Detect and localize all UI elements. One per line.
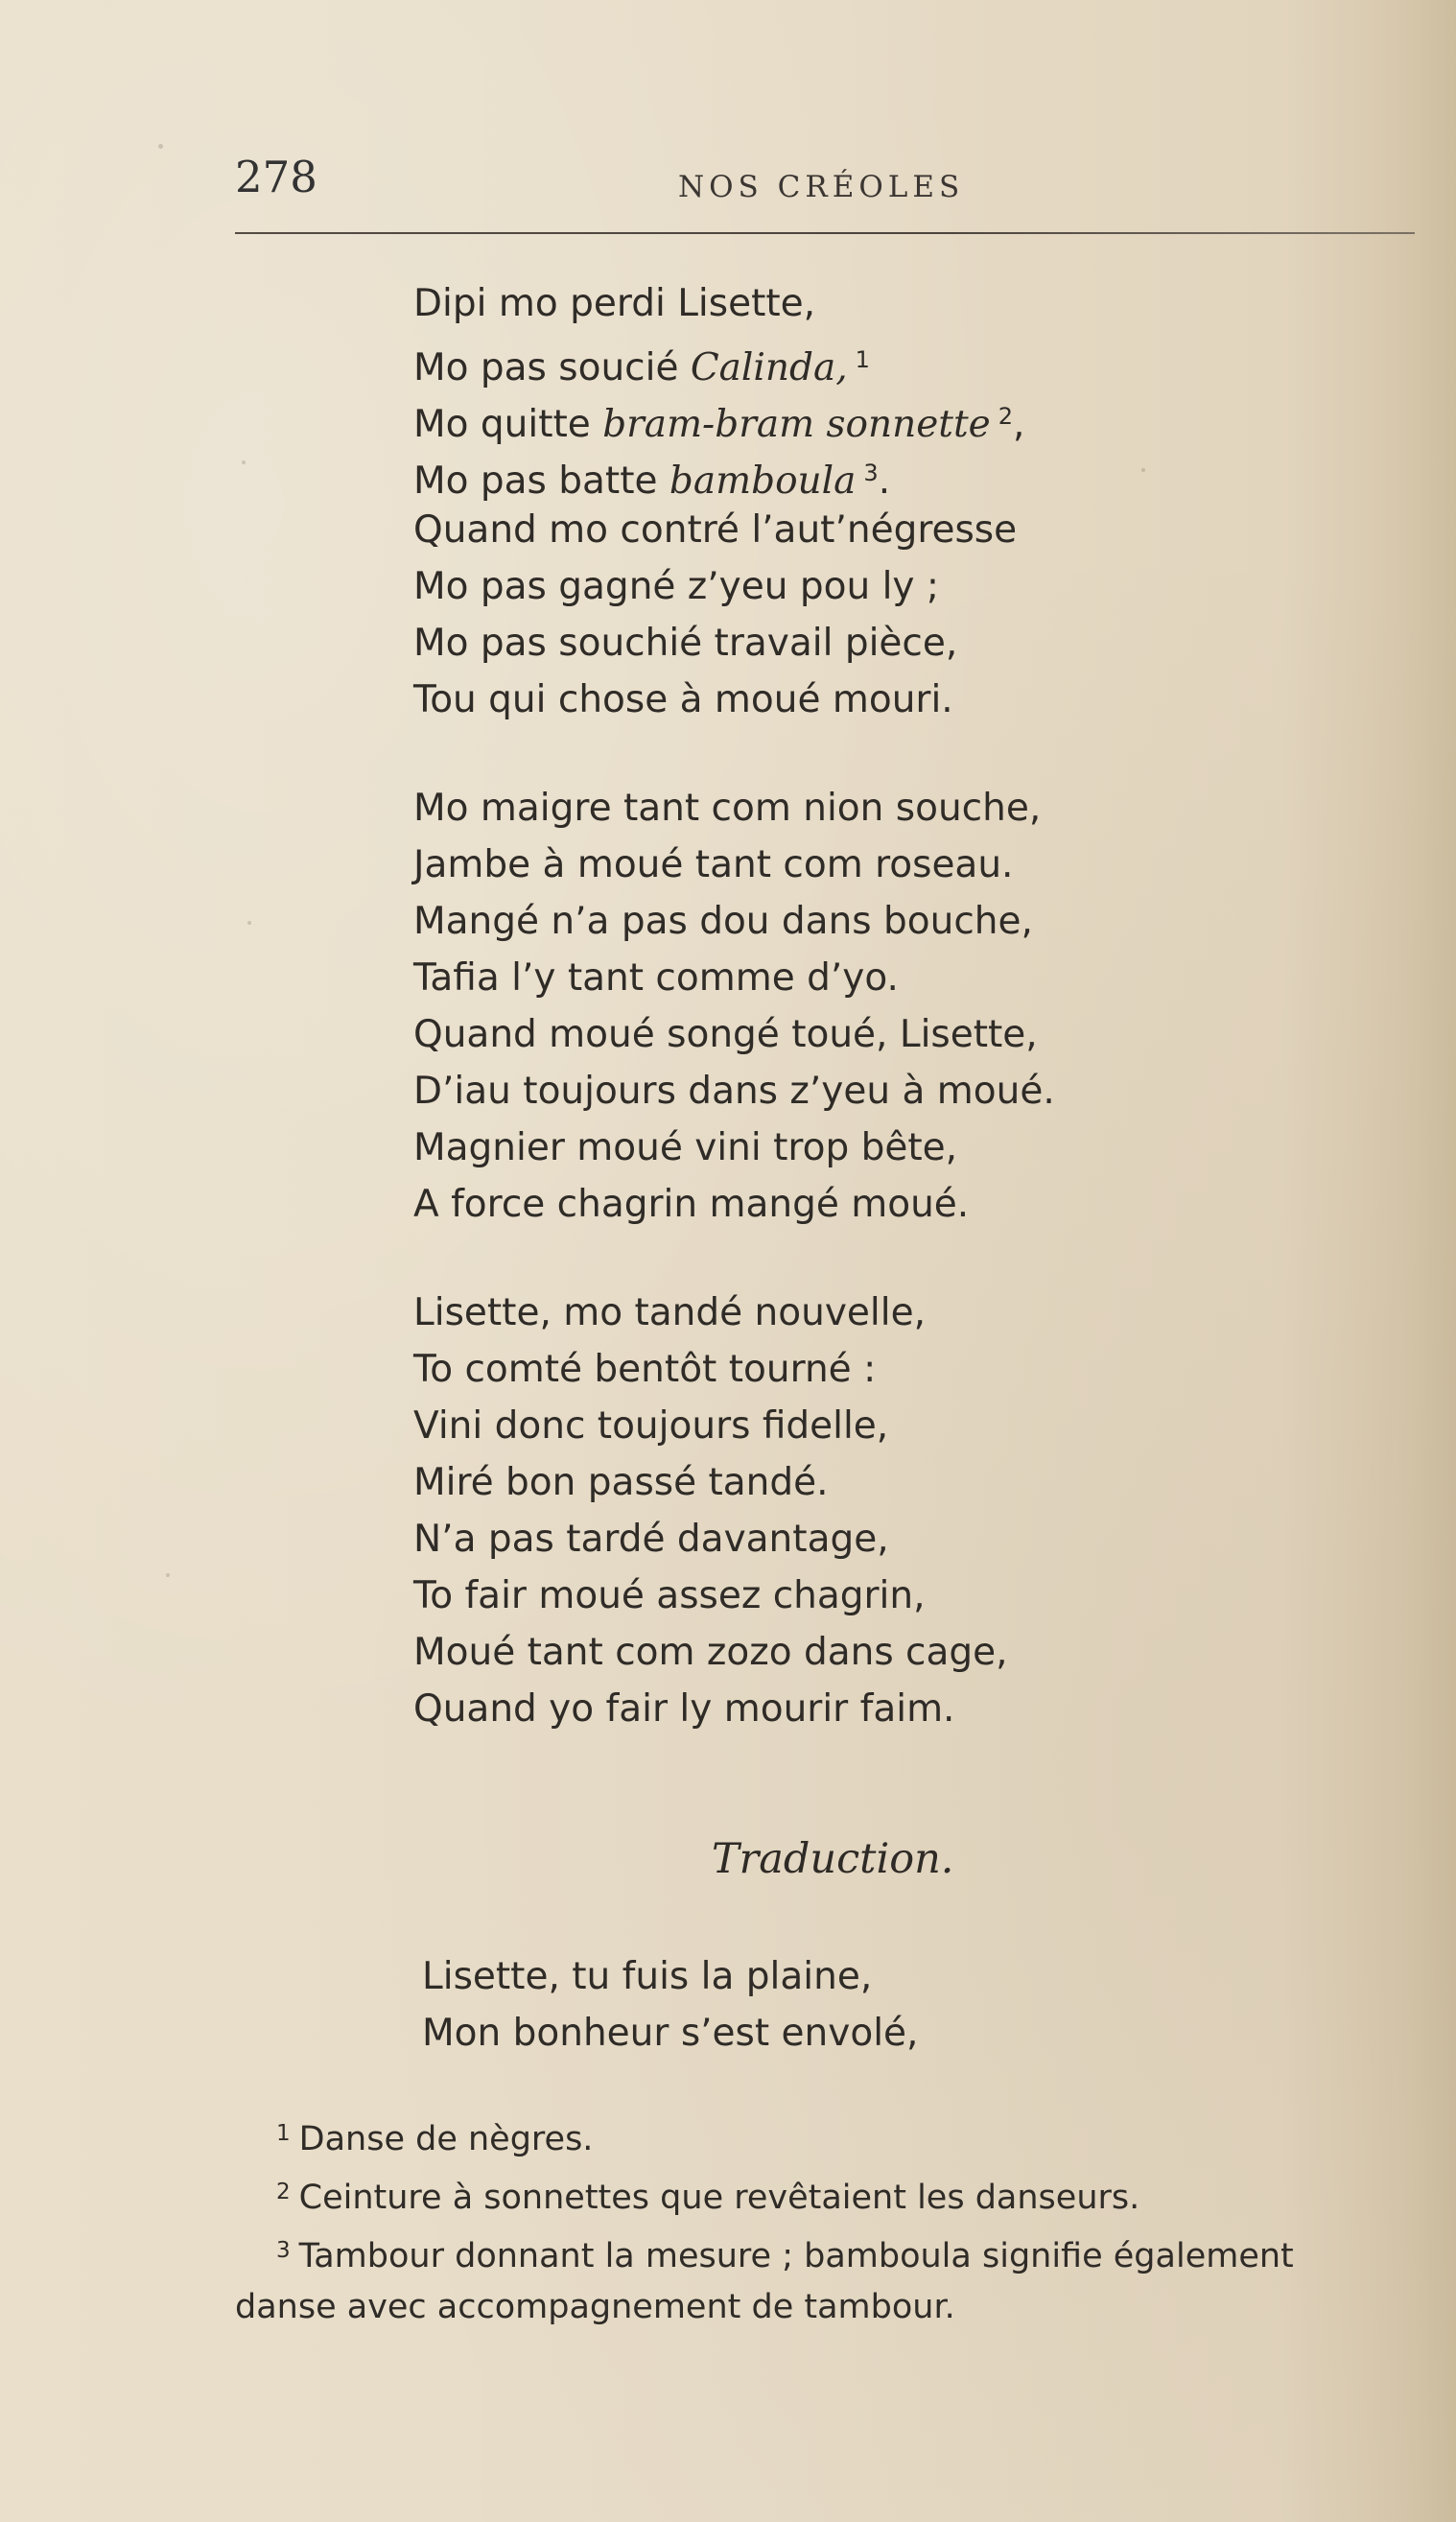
italic-term: bram-bram sonnette bbox=[602, 403, 991, 446]
poem-line-text: Mo pas batte bbox=[413, 460, 669, 503]
poem-line: D’iau toujours dans z’yeu à moué. bbox=[413, 1070, 1055, 1113]
poem-line: Tafia l’y tant comme d’yo. bbox=[413, 956, 899, 1000]
poem-line bbox=[413, 389, 1277, 445]
poem-line: To fair moué assez chagrin, bbox=[413, 1574, 926, 1617]
footnote-text: Tambour donnant la mesure ; bamboula signifie également bbox=[298, 2237, 1294, 2275]
poem-line: Jambe à moué tant com roseau. bbox=[413, 843, 1014, 886]
poem-line-punctuation: . bbox=[878, 460, 891, 503]
paper-speck bbox=[247, 921, 251, 925]
footnote-reference: 2 bbox=[998, 403, 1013, 430]
paper-speck bbox=[166, 1573, 170, 1577]
poem-line: Magnier moué vini trop bête, bbox=[413, 1126, 958, 1169]
poem-line: Mo pas gagné z’yeu pou ly ; bbox=[413, 565, 940, 608]
footnote-reference: 1 bbox=[855, 346, 870, 373]
poem-line-punctuation: , bbox=[1012, 403, 1025, 446]
poem-line: Mo pas souchié travail pièce, bbox=[413, 622, 958, 665]
footnote bbox=[235, 2166, 1415, 2225]
running-head: NOS CRÉOLES bbox=[678, 170, 965, 204]
translation-title: Traduction. bbox=[712, 1835, 954, 1883]
poem-line: Mo maigre tant com nion souche, bbox=[413, 787, 1042, 830]
translation-line: Mon bonheur s’est envolé, bbox=[422, 2012, 919, 2055]
poem-line: N’a pas tardé davantage, bbox=[413, 1518, 889, 1561]
translation bbox=[422, 1948, 1285, 2062]
poem-line: Mangé n’a pas dou dans bouche, bbox=[413, 900, 1033, 943]
italic-term: Calinda, bbox=[690, 346, 848, 389]
page-number: 278 bbox=[235, 152, 317, 202]
footnote-marker: 3 bbox=[276, 2238, 291, 2263]
poem-line: Lisette, mo tandé nouvelle, bbox=[413, 1291, 926, 1334]
poem-line: Tou qui chose à moué mouri. bbox=[413, 678, 953, 721]
paper-speck bbox=[158, 144, 163, 149]
footnote-marker: 2 bbox=[276, 2180, 291, 2204]
poem-stanza bbox=[413, 275, 1277, 728]
poem-line bbox=[413, 445, 1277, 502]
italic-term: bamboula bbox=[669, 460, 857, 503]
header-rule bbox=[235, 232, 1415, 234]
footnote-marker: 1 bbox=[276, 2121, 291, 2146]
footnote-text: Ceinture à sonnettes que revêtaient les danseurs. bbox=[298, 2179, 1140, 2217]
poem-line bbox=[413, 332, 1277, 389]
poem-stanza bbox=[413, 1285, 1277, 1737]
poem-line: Quand yo fair ly mourir faim. bbox=[413, 1687, 955, 1731]
poem-line: Vini donc toujours fidelle, bbox=[413, 1404, 889, 1448]
page-header bbox=[235, 152, 1415, 208]
footnote-continuation: danse avec accompagnement de tambour. bbox=[235, 2288, 955, 2326]
footnote bbox=[235, 2108, 1415, 2166]
poem-line: A force chagrin mangé moué. bbox=[413, 1183, 970, 1226]
poem-line: Moué tant com zozo dans cage, bbox=[413, 1631, 1008, 1674]
translation-line: Lisette, tu fuis la plaine, bbox=[422, 1955, 873, 1998]
paper-speck bbox=[242, 460, 246, 464]
footnote-text: Danse de nègres. bbox=[298, 2120, 594, 2158]
poem bbox=[413, 275, 1277, 1737]
poem-line: Quand moué songé toué, Lisette, bbox=[413, 1013, 1038, 1056]
poem-stanza bbox=[413, 780, 1277, 1233]
footnote-reference: 3 bbox=[863, 460, 879, 486]
footnote bbox=[235, 2225, 1415, 2283]
footnotes bbox=[235, 2108, 1415, 2330]
poem-line: Miré bon passé tandé. bbox=[413, 1461, 829, 1504]
poem-line: Quand mo contré l’aut’négresse bbox=[413, 508, 1018, 552]
poem-line-text: Mo quitte bbox=[413, 403, 603, 446]
poem-line: Dipi mo perdi Lisette, bbox=[413, 282, 816, 325]
poem-line-text: Mo pas soucié bbox=[413, 346, 691, 389]
poem-line: To comté bentôt tourné : bbox=[413, 1348, 877, 1391]
